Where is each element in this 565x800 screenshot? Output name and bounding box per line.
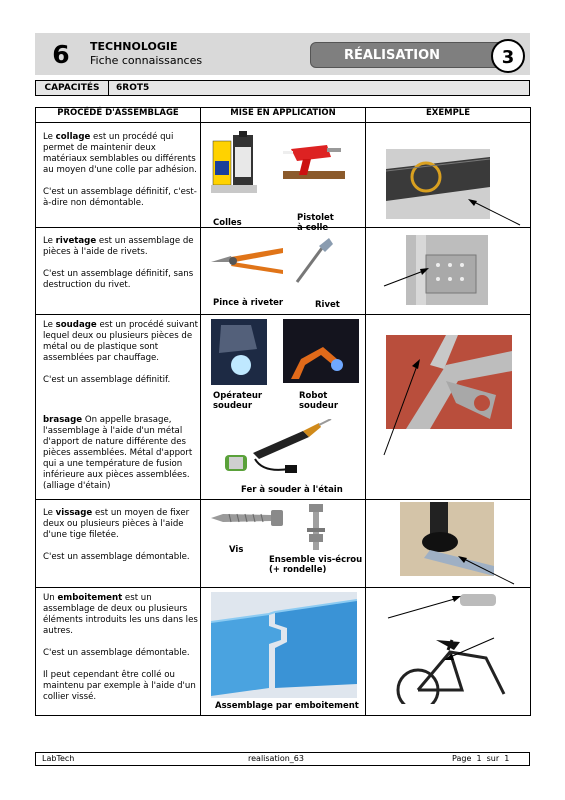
col-header-procede: PROCÉDÉ D'ASSEMBLAGE (36, 108, 201, 123)
capacites-bar (35, 80, 530, 96)
row-text: Le rivetage est un assemblage de pièces à l'aide de rivets. C'est un assemblage définitif, sans destruction du rivet. (43, 236, 194, 290)
label-operateur: Opérateur soudeur (213, 391, 263, 411)
table-row (36, 315, 531, 500)
label-rivet: Rivet (315, 300, 340, 310)
glue-tubes-image (211, 131, 259, 195)
arrow-soudage (382, 359, 422, 457)
table-row (36, 500, 531, 588)
welder-operator-photo (211, 319, 267, 385)
row-text: Le soudage est un procédé suivant lequel deux ou plusieurs pièces de métal ou de plastique sont assemblées par chauffage. C'est un assemblage définitif. (43, 320, 198, 385)
label-colles: Colles (213, 218, 242, 228)
table-row (36, 228, 531, 315)
arrow-emboitement-seat (444, 636, 496, 662)
footer-page: Page 1 sur 1 (452, 754, 510, 763)
row-text: Le collage est un procédé qui permet de maintenir deux matériaux semblables ou différents au moyen d'une colle par adhésion. C'est un assemblage définitif, c'est-à-dire non démontable. (43, 132, 197, 208)
glue-gun-image (283, 135, 345, 185)
label-robot: Robot soudeur (299, 391, 339, 411)
row-text: Le vissage est un moyen de fixer deux ou plusieurs pièces à l'aide d'une tige filetée. C'est un assemblage démontable. (43, 508, 190, 562)
footer-center: realisation_63 (248, 754, 304, 763)
term-brasage: brasage (43, 415, 83, 425)
arrow-vissage (458, 556, 518, 586)
arrow-emboitement-top (386, 594, 462, 620)
header-title: TECHNOLOGIE (90, 40, 178, 53)
bolt-nut-image (305, 504, 327, 552)
arrow-collage (466, 198, 524, 228)
capacites-value: 6ROT5 (116, 83, 150, 93)
term-rivetage: rivetage (55, 236, 97, 246)
row-text-brasage: brasage On appelle brasage, l'assemblage à l'aide d'un métal d'apport de nature différente des pièces assemblées. Métal d'apport qui a une température de fusion inférieure aux pièces assemblées. (alliage d'étain) (43, 415, 193, 491)
term-emboitement: emboitement (57, 593, 123, 603)
term-vissage: vissage (55, 508, 93, 518)
label-ensemble: Ensemble vis-écrou (+ rondelle) (269, 555, 363, 575)
table-row (36, 123, 531, 228)
arrow-rivetage (382, 266, 430, 288)
table-row (36, 588, 531, 716)
header-subtitle: Fiche connaissances (90, 54, 203, 67)
rivet-image (293, 236, 333, 286)
term-collage: collage (55, 132, 91, 142)
rivet-plier-image (209, 240, 285, 280)
row-text: Un emboitement est un assemblage de deux ou plusieurs éléments introduits les uns dans les autres. C'est un assemblage démontable. Il peut cependant être collé ou maintenu par exemple à l'aide d'un collier vissé. (43, 593, 198, 702)
footer-left: LabTech (42, 754, 75, 763)
soldering-iron-image (223, 419, 333, 477)
welding-robot-photo (283, 319, 359, 383)
label-emboitement: Assemblage par emboitement (215, 701, 359, 711)
foam-joint-photo (211, 592, 357, 698)
screw-image (211, 508, 285, 528)
section-number: 3 (491, 39, 525, 73)
label-vis: Vis (229, 545, 244, 555)
capacites-label: CAPACITÉS (36, 81, 109, 95)
section-title: RÉALISATION (310, 42, 510, 68)
label-fer: Fer à souder à l'étain (241, 485, 343, 495)
footer (35, 752, 530, 766)
chapter-number: 6 (52, 40, 70, 69)
label-pince: Pince à riveter (213, 298, 284, 308)
term-soudage: soudage (55, 320, 97, 330)
col-header-application: MISE EN APPLICATION (201, 108, 366, 123)
label-pistolet: Pistolet à colle (297, 213, 334, 233)
assembly-table (35, 107, 531, 716)
col-header-exemple: EXEMPLE (366, 108, 531, 123)
